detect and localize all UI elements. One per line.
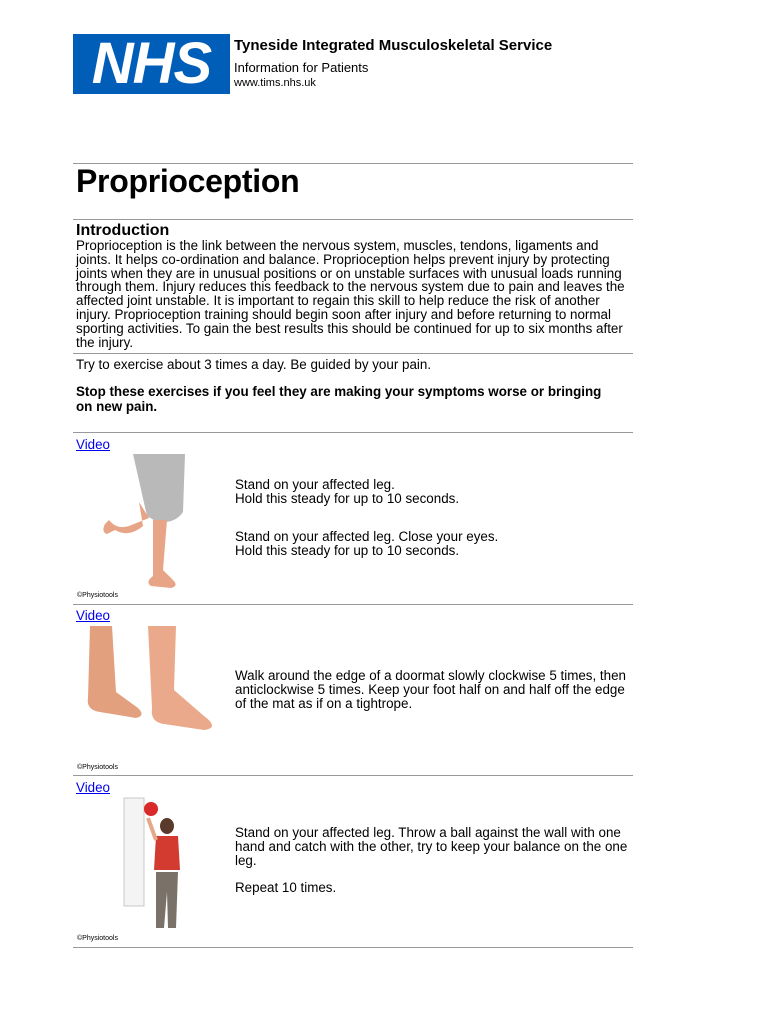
- organisation-name: Tyneside Integrated Musculoskeletal Service: [234, 37, 553, 54]
- intro-body: Proprioception is the link between the nervous system, muscles, tendons, ligaments and joints. It helps co-ordination and balance. Proprioception helps prevent injury by protecting joints when they are in unusual positions or on unstable surfaces with unusual loads running through them. Injury reduces this feedback to the nervous system due to pain and leaves the affected joint unstable. It is important to regain this skill to help reduce the risk of another injury. Proprioception training should begin soon after injury and before returning to normal sporting activities. To gain the best results this should be continued for up to six months after the injury.: [76, 238, 625, 350]
- header-url: www.tims.nhs.uk: [234, 77, 316, 89]
- guidance-text: Try to exercise about 3 times a day. Be guided by your pain.: [76, 357, 432, 372]
- video-link-3[interactable]: Video: [76, 780, 111, 795]
- ball-throw-illustration: [122, 796, 184, 936]
- divider: [73, 219, 633, 220]
- page-title: Proprioception: [76, 163, 300, 199]
- exercise-3-text: Stand on your affected leg. Throw a ball against the wall with one hand and catch with the other, try to keep your balance on the one leg.: [235, 825, 628, 868]
- image-credit: ©Physiotools: [77, 935, 118, 942]
- single-leg-stand-illustration: [95, 452, 195, 592]
- image-credit: ©Physiotools: [77, 592, 118, 599]
- divider: [73, 432, 633, 433]
- exercise-1-line-1: Stand on your affected leg.: [235, 477, 395, 492]
- exercise-1-line-2: Hold this steady for up to 10 seconds.: [235, 491, 460, 506]
- exercise-2-text: Walk around the edge of a doormat slowly clockwise 5 times, then anticlockwise 5 times. Keep your foot half on and half off the edge of the mat as if on a tightrope.: [235, 668, 626, 711]
- exercise-3-repeat: Repeat 10 times.: [235, 880, 337, 895]
- nhs-logo: NHS: [73, 34, 230, 94]
- divider: [73, 353, 633, 354]
- exercise-1-line-4: Hold this steady for up to 10 seconds.: [235, 543, 460, 558]
- image-credit: ©Physiotools: [77, 764, 118, 771]
- ball-icon: [144, 802, 158, 816]
- header-subtitle: Information for Patients: [234, 60, 369, 75]
- warning-text: Stop these exercises if you feel they are making your symptoms worse or bringing on new pain.: [76, 384, 602, 414]
- divider: [73, 775, 633, 776]
- doormat-walk-illustration: [80, 624, 222, 732]
- video-link-2[interactable]: Video: [76, 608, 111, 623]
- intro-heading: Introduction: [76, 222, 170, 239]
- divider: [73, 604, 633, 605]
- divider: [73, 947, 633, 948]
- exercise-1-line-3: Stand on your affected leg. Close your eyes.: [235, 529, 499, 544]
- video-link-1[interactable]: Video: [76, 437, 111, 452]
